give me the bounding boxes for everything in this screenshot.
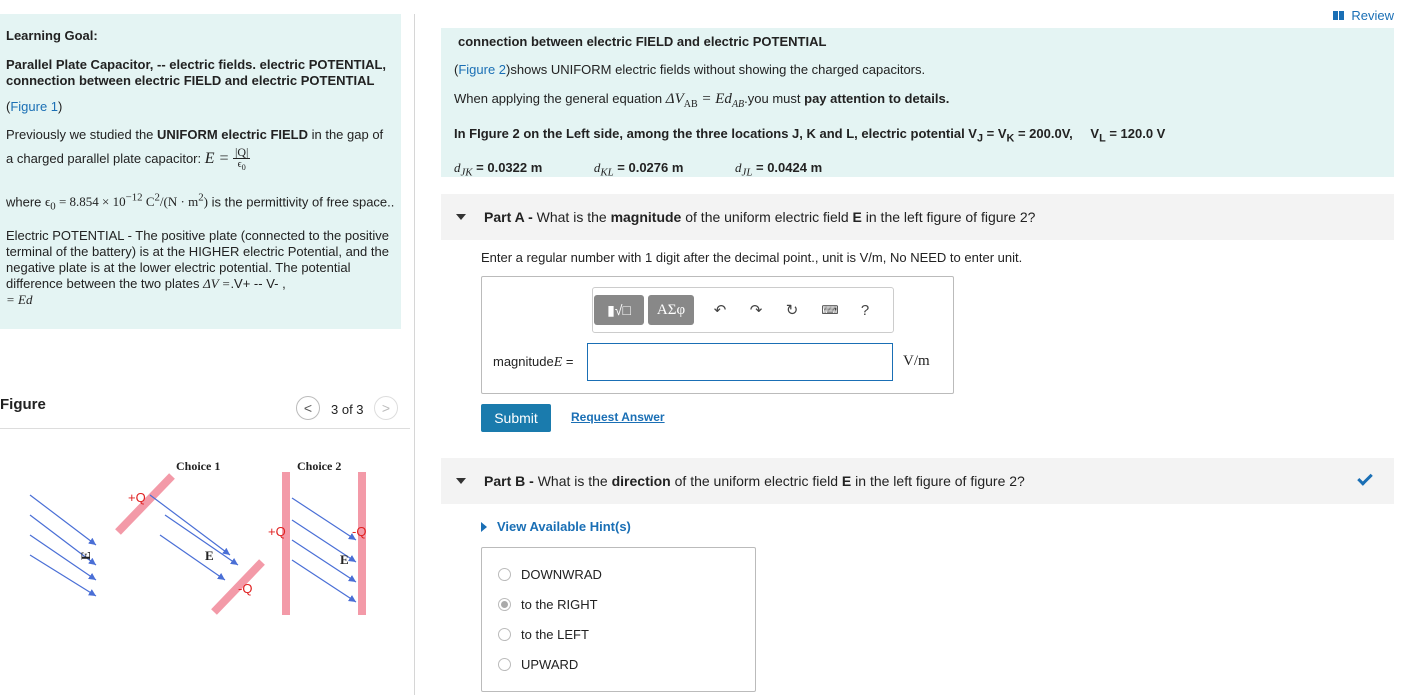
part-a-question: Part A - What is the magnitude of the uniform electric field E in the left figure of figure 2? [484,209,1036,225]
field-lines-choice-2 [292,498,356,602]
learning-goal-panel: Learning Goal: Parallel Plate Capacitor, -- electric fields. electric POTENTIAL, connection between electric FIELD and electric POTENTIAL (Figure 1) Previously we studied the UNIFORM electric FIELD in the gap of a charged parallel plate capacitor: E = $\frac{|Q|}{\epsilon_0}$ where $\epsilon_0 = 8.854 \times 10^{-12}$ $C^2/(N \cdot m^2)$ is the permittivity of free space.. Electric POTENTIAL - The positive plate (connected to the positive terminal of the battery) is at the HIGHER electric Potential, and the negative plate is at the lower electric potential. The potential difference between the two plates ΔV =.V+ -- V- , = Ed [0,14,401,329]
radio-button[interactable] [498,568,511,581]
part-b-question: Part B - What is the direction of the uniform electric field E in the left figure of figure 2? [484,473,1025,489]
collapse-icon [456,214,466,220]
radio-button[interactable] [498,628,511,641]
learning-goal-p3: Electric POTENTIAL - The positive plate (connected to the positive terminal of the battery) is at the HIGHER electric Potential, and the negative plate is at the lower electric potential. The potential difference between the two plates ΔV =.V+ -- V- , = Ed [6,228,389,308]
part-b-header[interactable] [441,458,1394,504]
field-label-choice-1: E [205,548,214,563]
figure-image [0,440,410,630]
choice-2-label: Choice 2 [297,459,342,473]
info-title: connection between electric FIELD and electric POTENTIAL [458,34,827,49]
request-answer-link[interactable]: Request Answer [571,410,665,424]
learning-goal-subtitle: Parallel Plate Capacitor, -- electric fields. electric POTENTIAL, connection between electric FIELD and electric POTENTIAL [6,57,387,88]
field-fraction: $\frac{|Q|}{\epsilon_0}$ [234,144,249,172]
choice-option[interactable]: to the RIGHT [498,597,598,612]
submit-button[interactable]: Submit [481,404,551,432]
figure-title: Figure [0,396,46,413]
choice-option[interactable]: DOWNWRAD [498,567,602,582]
radio-button-selected[interactable] [498,598,511,611]
keyboard-icon[interactable]: ⌨ [821,303,839,317]
hints-label: View Available Hint(s) [497,519,631,534]
choice-option[interactable]: to the LEFT [498,627,589,642]
choice-1-plus-q: +Q [128,490,146,505]
figure-next-button[interactable]: > [374,396,398,420]
help-button[interactable]: ? [860,301,870,319]
redo-icon[interactable]: ↷ [749,302,763,319]
figure-header [0,396,410,426]
field-lines-choice-1 [150,495,238,580]
choice-1-minus-q: -Q [238,581,253,596]
review-icon [1333,11,1345,20]
hints-toggle[interactable] [481,519,631,534]
choice-2-minus-q: -Q [352,524,367,539]
figure-2-link[interactable]: Figure 2 [458,62,507,77]
info-distances: $d_{JK} = 0.0322$ m $d_{KL} = 0.0276$ m $d_{JL} = 0.0424$ m [454,159,823,179]
part-a-header[interactable] [441,194,1394,240]
info-line-2: When applying the general equation $\Delta V_{AB} = Ed_{AB}.you$ must pay attention to details. [454,91,950,110]
learning-goal-title: Learning Goal: [6,28,98,43]
field-label-left: E [78,551,93,560]
figure-prev-button[interactable]: < [296,396,320,420]
figure-counter: 3 of 3 [331,402,364,417]
choice-option[interactable]: UPWARD [498,657,578,672]
answer-label: magnitudeE = [493,354,574,370]
collapse-icon [456,478,466,484]
answer-box [481,276,954,394]
info-line-3: In FIgure 2 on the Left side, among the three locations J, K and L, electric potential $V_J = V_K = 200.0V$, $V_L = 120.0$ V [454,126,1166,145]
info-box [441,28,1394,177]
magnitude-input[interactable] [587,343,893,381]
info-line-1: (Figure 2)shows UNIFORM electric fields without showing the charged capacitors. [454,62,926,77]
choice-2-plus-q: +Q [268,524,286,539]
field-label-choice-2: E [340,552,349,567]
part-a-instruction: Enter a regular number with 1 digit after the decimal point., unit is V/m, No NEED to enter unit. [481,250,1023,265]
field-formula: E = [204,150,230,167]
greek-button[interactable]: ΑΣφ [648,295,694,325]
figure-1-link[interactable]: Figure 1 [10,99,59,114]
review-label: Review [1351,8,1394,23]
template-button[interactable]: ▮√□ [594,295,644,325]
learning-goal-p2: where $\epsilon_0 = 8.854 \times 10^{-12}$ $C^2/(N \cdot m^2)$ is the permittivity of free space.. [6,191,395,213]
reset-icon[interactable]: ↻ [785,302,799,319]
radio-button[interactable] [498,658,511,671]
choice-1-label: Choice 1 [176,459,221,473]
expand-icon [481,522,487,532]
choices-box [481,547,756,692]
review-link[interactable] [1333,8,1394,23]
check-icon [1357,470,1373,486]
learning-goal-p1: Previously we studied the UNIFORM electric FIELD in the gap of a charged parallel plate capacitor: E = $\frac{|Q|}{\epsilon_0}$ [6,127,384,172]
undo-icon[interactable]: ↶ [713,302,727,319]
math-toolbar [592,287,894,333]
field-lines-left [30,495,96,596]
answer-unit: V/m [903,353,930,369]
panel-divider [414,14,415,695]
figure-divider [0,428,410,429]
